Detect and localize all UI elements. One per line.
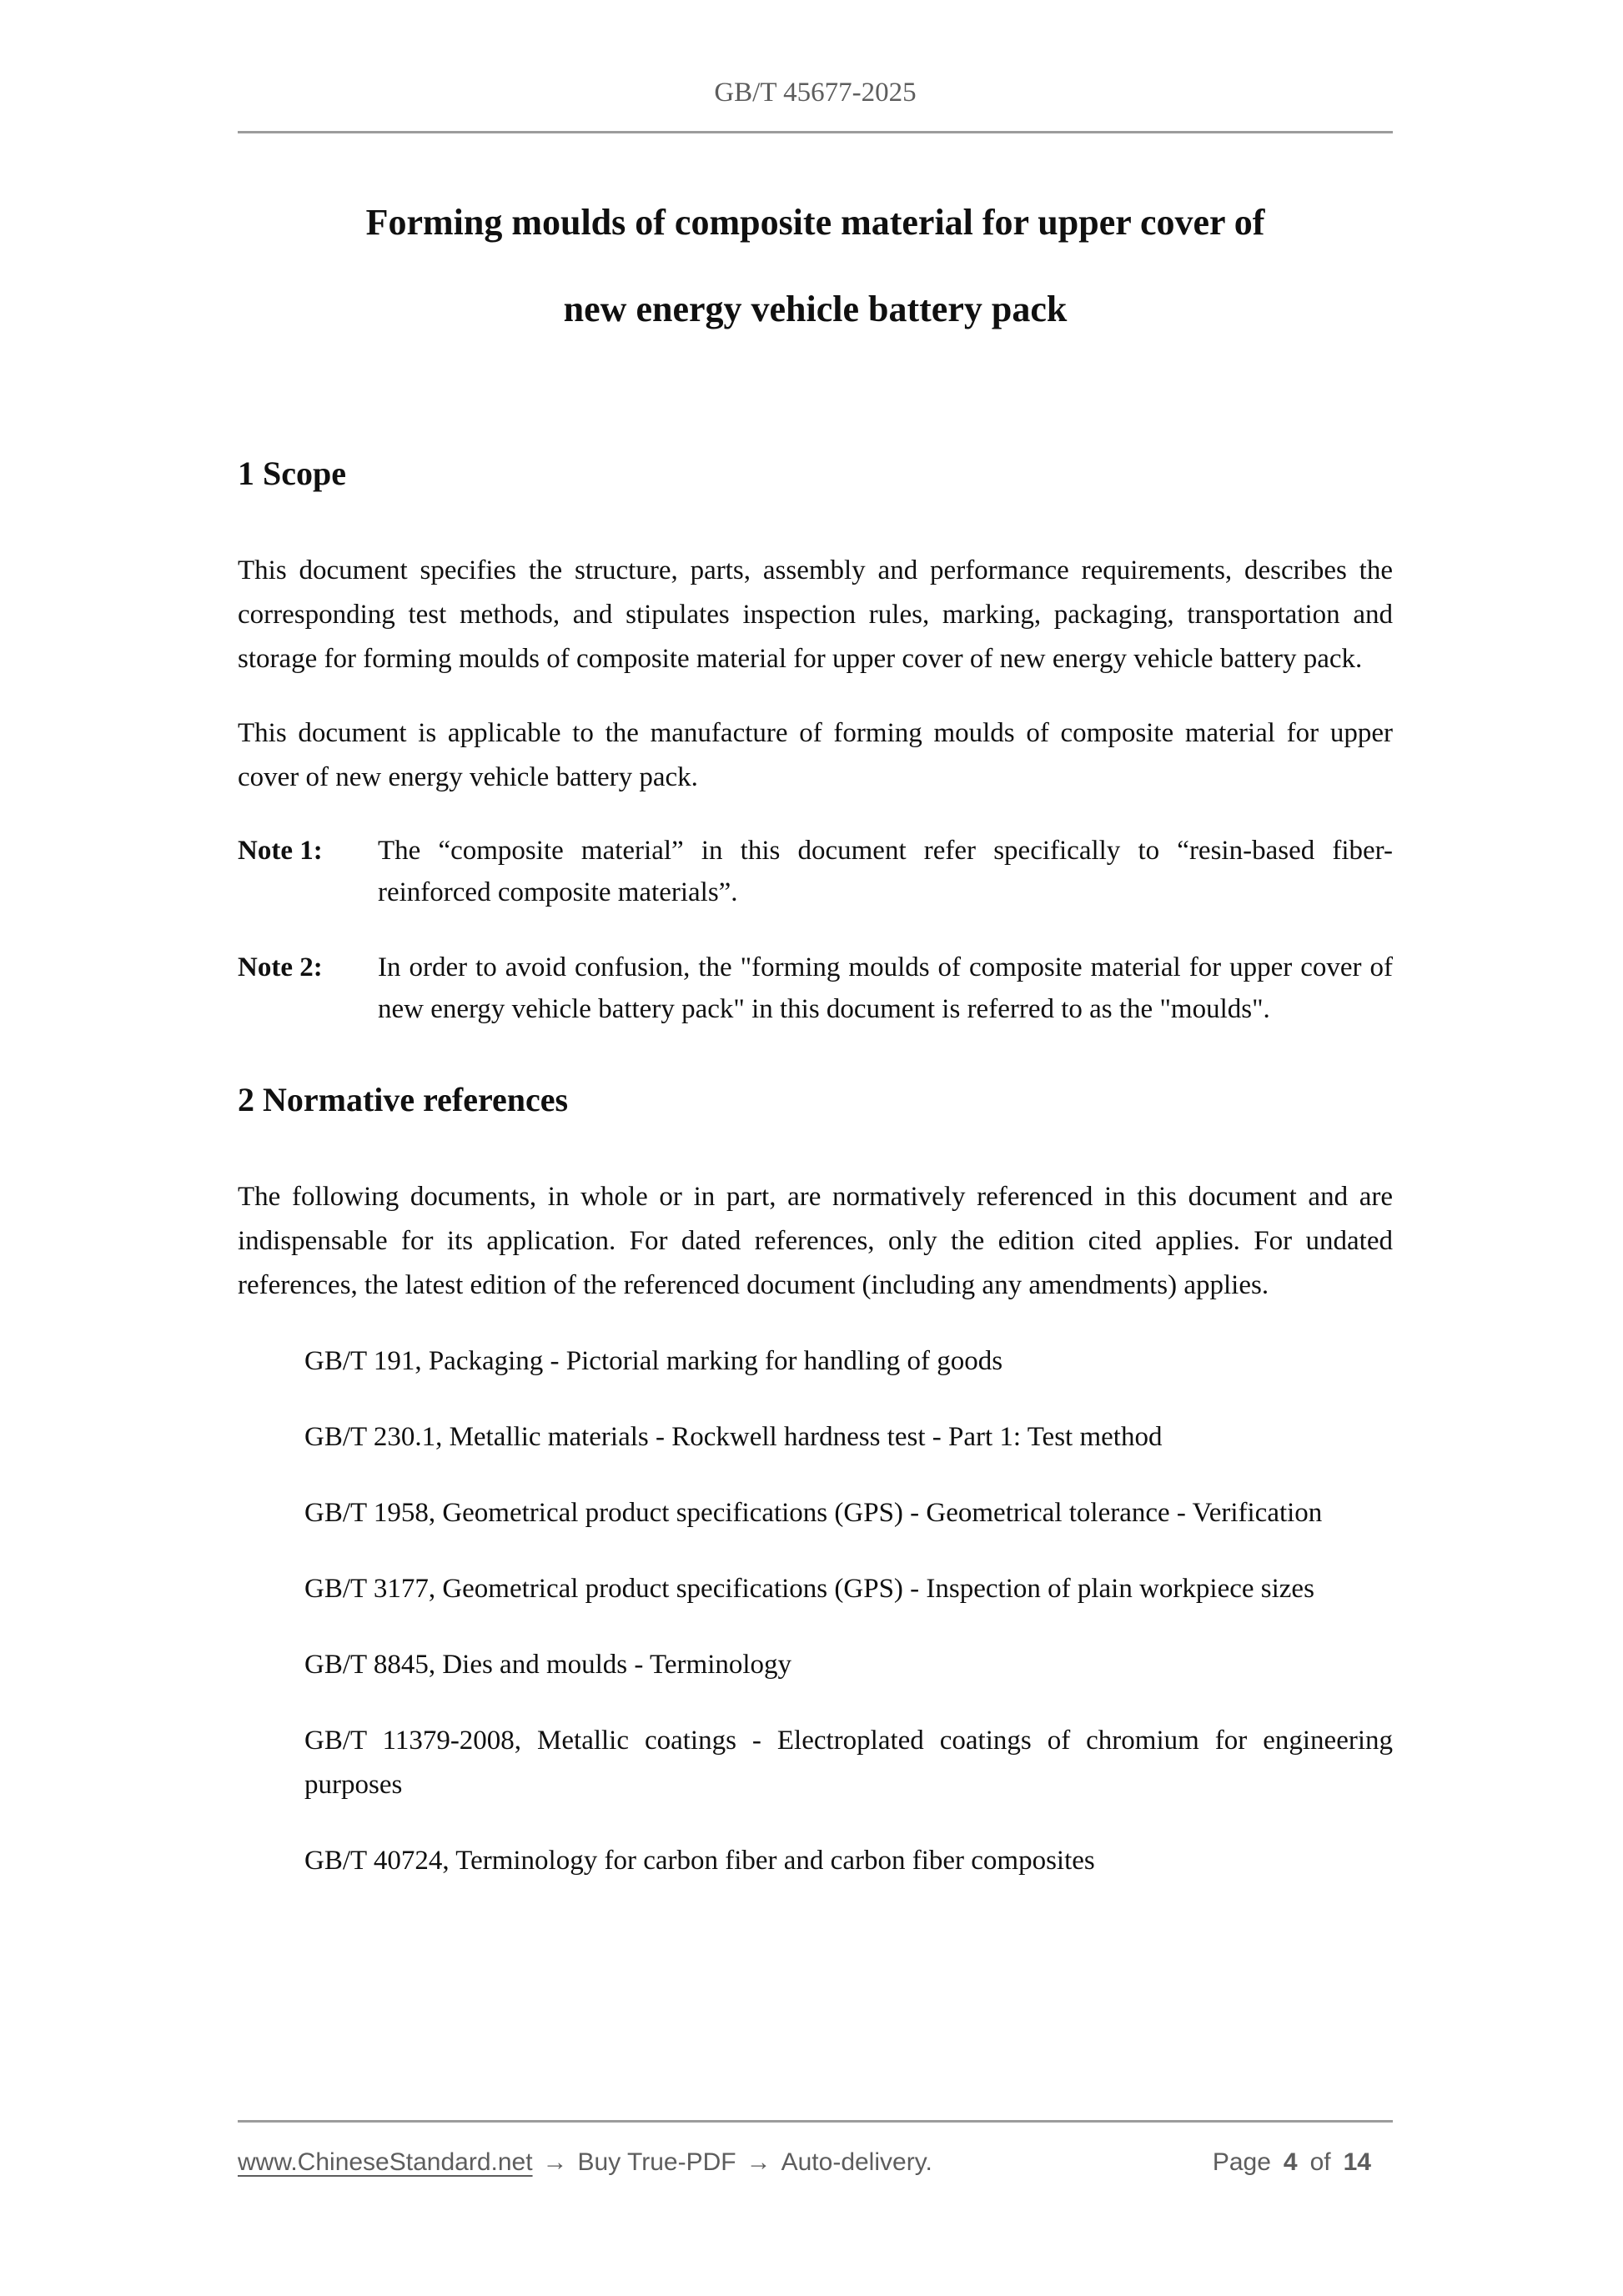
document-title-line-2: new energy vehicle battery pack: [563, 289, 1068, 329]
footer-arrow-icon-1: →: [542, 2148, 568, 2176]
document-number: GB/T 45677-2025: [714, 78, 917, 108]
note-2: [238, 947, 1393, 1030]
reference-item-6: GB/T 11379-2008, Metallic coatings - Electroplated coatings of chromium for engineering purposes: [304, 1726, 1393, 1800]
reference-item-4: GB/T 3177, Geometrical product specifications (GPS) - Inspection of plain workpiece sizes: [304, 1574, 1314, 1604]
footer-delivery-label: Auto-delivery.: [781, 2148, 932, 2176]
reference-item-7: GB/T 40724, Terminology for carbon fiber and carbon fiber composites: [304, 1846, 1095, 1876]
reference-item-3: GB/T 1958, Geometrical product specifications (GPS) - Geometrical tolerance - Verification: [304, 1498, 1323, 1528]
footer-row: [238, 2148, 1393, 2177]
page-indicator-of-label: of: [1309, 2148, 1331, 2176]
page-footer: [238, 2120, 1393, 2177]
note-1: [238, 830, 1393, 913]
footer-buy-label: Buy True-PDF: [577, 2148, 736, 2176]
note-1-label: Note 1:: [238, 836, 323, 866]
reference-item-1: GB/T 191, Packaging - Pictorial marking for handling of goods: [304, 1346, 1003, 1376]
document-content: [238, 0, 1393, 1883]
footer-divider: [238, 2120, 1393, 2123]
page-total-number: 14: [1343, 2148, 1371, 2176]
document-title: [238, 197, 1393, 335]
page-current-number: 4: [1283, 2148, 1298, 2176]
page-indicator-label: Page: [1212, 2148, 1271, 2176]
note-2-text: In order to avoid confusion, the "forming moulds of composite material for upper cover of new energy vehicle battery pack" in this document is referred to as the "moulds".: [378, 952, 1393, 1024]
header-divider: [238, 131, 1393, 133]
normative-intro-paragraph: The following documents, in whole or in part, are normatively referenced in this document and are indispensable for its application. For dated references, only the edition cited applies. For undated references, the latest edition of the referenced document (including any amendments) applies.: [238, 1182, 1393, 1300]
note-1-text: The “composite material” in this document refer specifically to “resin-based fiber-reinforced composite materials”.: [378, 836, 1393, 907]
scope-paragraph-1: This document specifies the structure, parts, assembly and performance requirements, describes the corresponding test methods, and stipulates inspection rules, marking, packaging, transportation and storage for forming moulds of composite material for upper cover of new energy vehicle battery pack.: [238, 555, 1393, 674]
reference-item-5: GB/T 8845, Dies and moulds - Terminology: [304, 1650, 792, 1680]
document-title-line-1: Forming moulds of composite material for upper cover of: [365, 202, 1265, 243]
footer-arrow-icon-2: →: [746, 2148, 771, 2176]
section-heading-normative-references: 2 Normative references: [238, 1081, 569, 1118]
footer-site-link[interactable]: www.ChineseStandard.net: [238, 2148, 533, 2176]
note-2-label: Note 2:: [238, 952, 323, 982]
section-heading-scope: 1 Scope: [238, 455, 346, 492]
scope-paragraph-2: This document is applicable to the manufacture of forming moulds of composite material for upper cover of new energy vehicle battery pack.: [238, 718, 1393, 792]
reference-item-2: GB/T 230.1, Metallic materials - Rockwell hardness test - Part 1: Test method: [304, 1422, 1163, 1452]
page-indicator: [1213, 2148, 1393, 2177]
footer-promo: [238, 2148, 932, 2177]
